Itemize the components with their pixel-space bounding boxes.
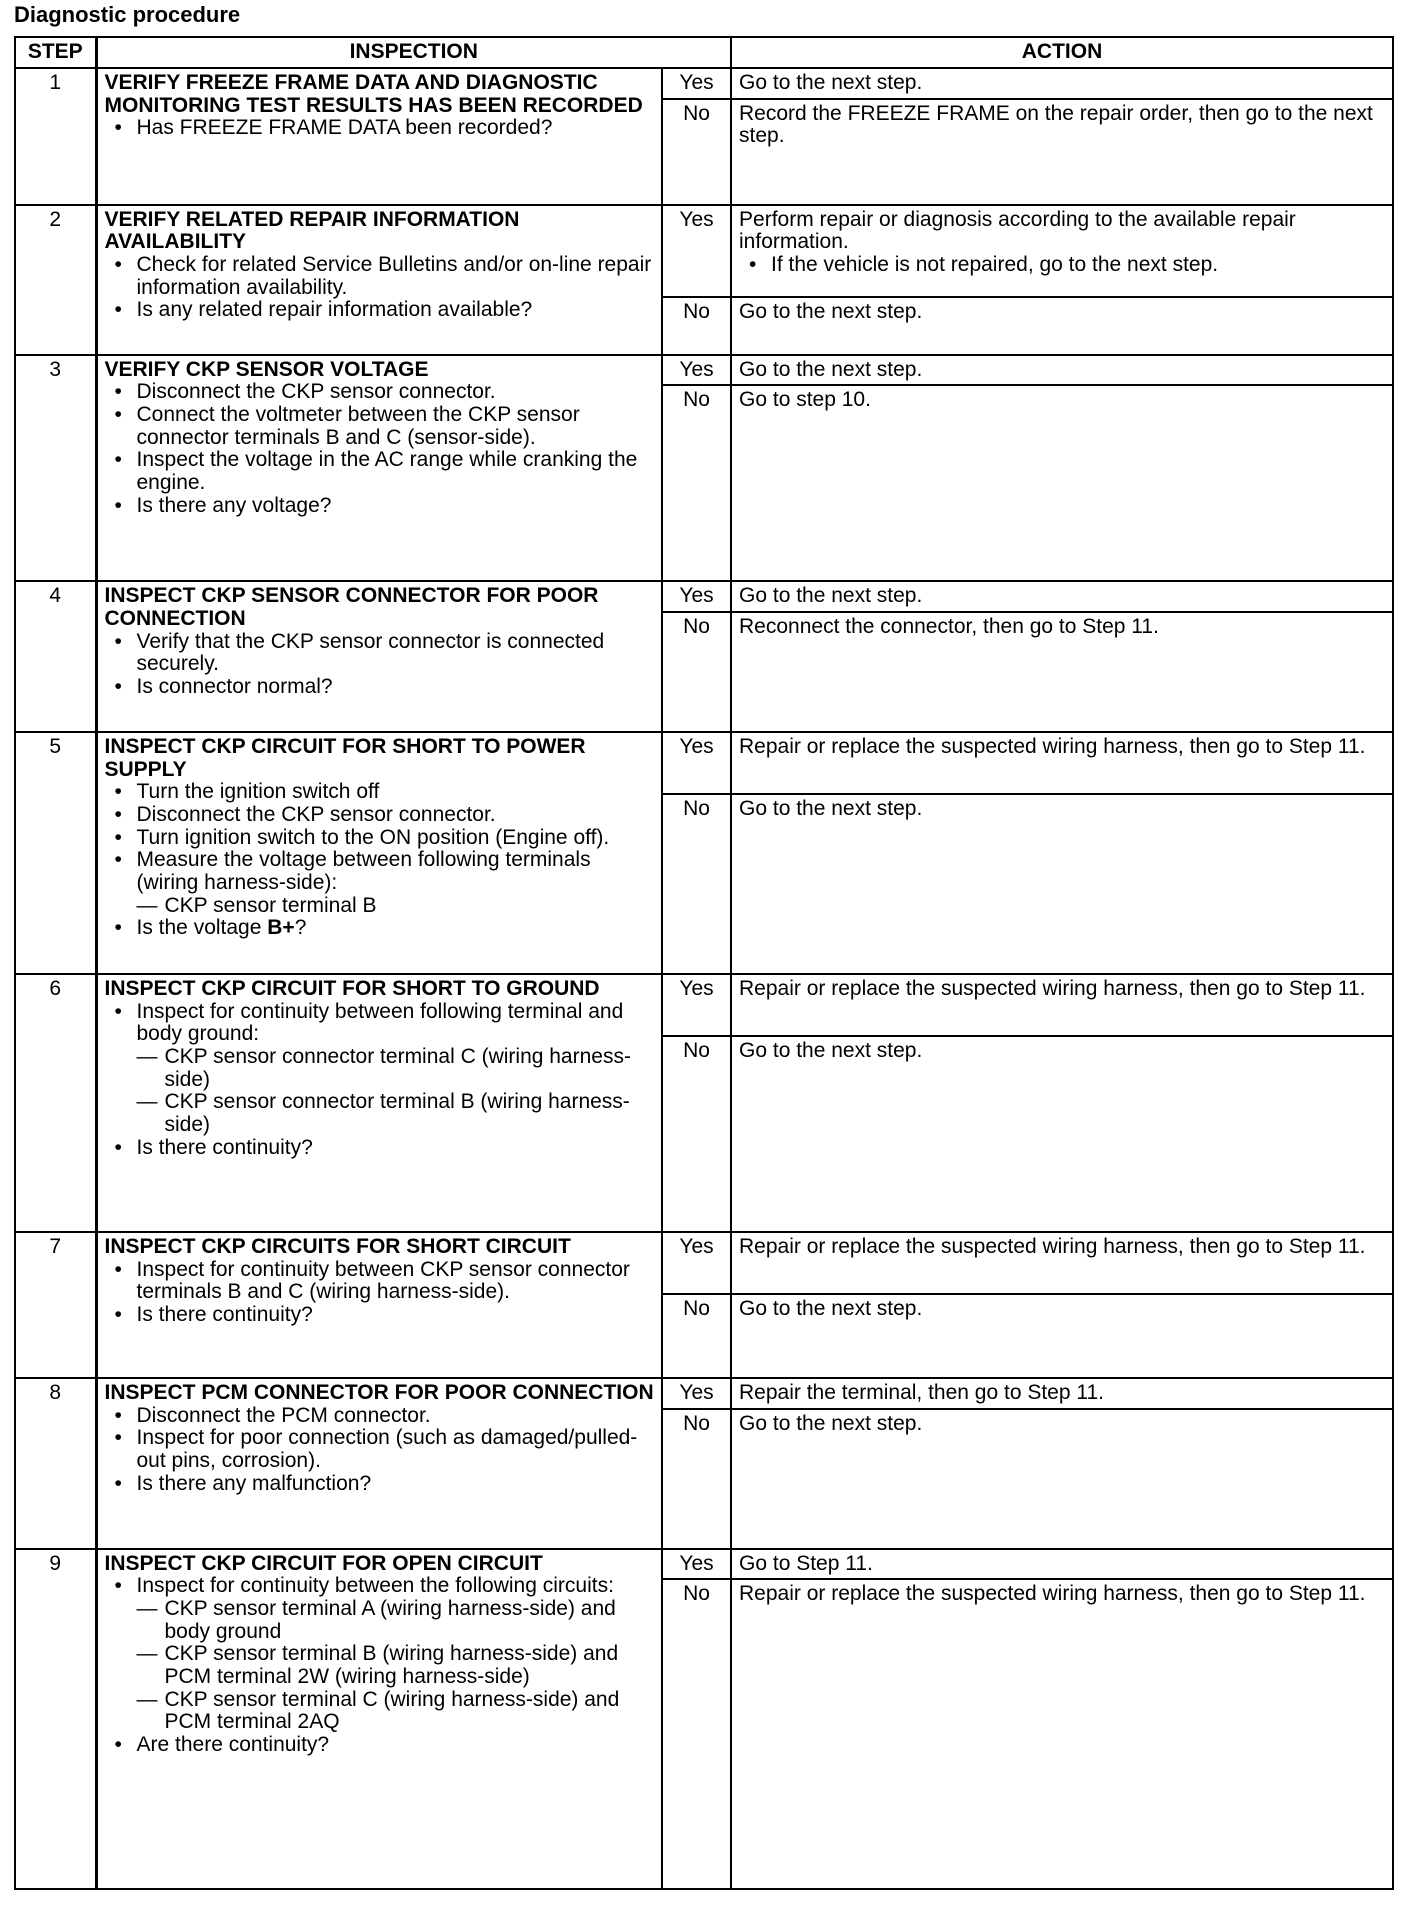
yes-label: Yes — [662, 581, 731, 612]
step-number: 6 — [15, 974, 96, 1232]
list-item: • Connect the voltmeter between the CKP sensor connector terminals B and C (sensor-side). — [105, 404, 655, 449]
inspection-bullets — [105, 781, 655, 940]
inspection-title: VERIFY CKP SENSOR VOLTAGE — [104, 357, 429, 381]
yes-action: Go to Step 11. — [731, 1549, 1393, 1580]
dash-item: — CKP sensor connector terminal B (wiring harness-side) — [137, 1091, 655, 1136]
list-item: • Verify that the CKP sensor connector is connected securely. — [105, 631, 655, 676]
no-label: No — [662, 99, 731, 205]
list-item: • Check for related Service Bulletins and/or on-line repair information availability. — [105, 254, 655, 299]
list-item: • Has FREEZE FRAME DATA been recorded? — [105, 117, 655, 140]
no-label: No — [662, 1579, 731, 1889]
no-label: No — [662, 794, 731, 974]
no-action: Go to the next step. — [731, 1294, 1393, 1378]
inspection-title: INSPECT CKP SENSOR CONNECTOR FOR POOR CONNECTION — [104, 584, 599, 631]
step-number: 9 — [15, 1549, 96, 1889]
dash-item: — CKP sensor terminal B (wiring harness-side) and PCM terminal 2W (wiring harness-side) — [137, 1643, 655, 1688]
list-item: • Are there continuity? — [105, 1734, 655, 1757]
yes-label: Yes — [662, 1232, 731, 1294]
table-header-row — [15, 37, 1393, 68]
list-item — [105, 917, 655, 940]
voltage-value: B+ — [267, 916, 295, 940]
no-action: Record the FREEZE FRAME on the repair order, then go to the next step. — [731, 99, 1393, 205]
no-action: Go to the next step. — [731, 794, 1393, 974]
yes-action: Repair or replace the suspected wiring harness, then go to Step 11. — [731, 1232, 1393, 1294]
dash-list — [137, 1598, 655, 1734]
inspection-title: INSPECT CKP CIRCUIT FOR SHORT TO GROUND — [104, 977, 600, 1001]
list-item: • Inspect for continuity between CKP sensor connector terminals B and C (wiring harness-side). — [105, 1259, 655, 1304]
list-item: • Is there any malfunction? — [105, 1473, 655, 1496]
step-number: 5 — [15, 732, 96, 974]
yes-label: Yes — [662, 1549, 731, 1580]
no-label: No — [662, 1409, 731, 1549]
no-action: Go to the next step. — [731, 297, 1393, 355]
inspection-title: INSPECT CKP CIRCUIT FOR SHORT TO POWER SUPPLY — [104, 735, 586, 781]
inspection-cell — [96, 68, 662, 205]
inspection-bullets — [105, 1405, 655, 1496]
no-label: No — [662, 297, 731, 355]
yes-action: Go to the next step. — [731, 68, 1393, 99]
header-step: STEP — [15, 37, 96, 68]
inspection-title: VERIFY RELATED REPAIR INFORMATION AVAILABILITY — [104, 207, 520, 254]
table-row — [15, 1378, 1393, 1409]
inspection-cell — [96, 732, 662, 974]
yes-action: Repair the terminal, then go to Step 11. — [731, 1378, 1393, 1409]
table-row — [15, 1232, 1393, 1294]
list-item: • Disconnect the CKP sensor connector. — [105, 804, 655, 827]
list-item: • Is connector normal? — [105, 676, 655, 699]
header-action: ACTION — [731, 37, 1393, 68]
yes-action: Repair or replace the suspected wiring harness, then go to Step 11. — [731, 974, 1393, 1036]
table-row — [15, 732, 1393, 794]
list-item: • Disconnect the PCM connector. — [105, 1405, 655, 1428]
inspection-bullets — [105, 631, 655, 699]
list-item: • Is any related repair information available? — [105, 299, 655, 322]
dash-item: — CKP sensor terminal B — [137, 895, 655, 918]
no-action: Reconnect the connector, then go to Step 11. — [731, 612, 1393, 732]
list-item-text: ? — [294, 916, 307, 940]
list-item-text: Measure the voltage between following terminals (wiring harness-side): — [136, 848, 591, 895]
inspection-title: VERIFY FREEZE FRAME DATA AND DIAGNOSTIC MONITORING TEST RESULTS HAS BEEN RECORDED — [104, 71, 643, 117]
yes-label: Yes — [662, 205, 731, 297]
inspection-cell — [96, 1232, 662, 1378]
table-row — [15, 581, 1393, 612]
step-number: 1 — [15, 68, 96, 205]
step-number: 3 — [15, 355, 96, 582]
list-item: • Turn the ignition switch off — [105, 781, 655, 804]
dash-item: — CKP sensor connector terminal C (wiring harness-side) — [137, 1046, 655, 1091]
list-item: • Is there any voltage? — [105, 495, 655, 518]
table-row — [15, 355, 1393, 386]
yes-action-cell — [731, 205, 1393, 297]
inspection-cell — [96, 974, 662, 1232]
table-row — [15, 68, 1393, 99]
dash-item: — CKP sensor terminal C (wiring harness-side) and PCM terminal 2AQ — [137, 1689, 655, 1734]
no-action: Go to step 10. — [731, 385, 1393, 581]
no-label: No — [662, 612, 731, 732]
inspection-cell — [96, 205, 662, 355]
list-item: • If the vehicle is not repaired, go to the next step. — [739, 254, 1385, 277]
diagnostic-procedure-table — [14, 36, 1394, 1890]
header-inspection: INSPECTION — [96, 37, 731, 68]
list-item-text: Is the voltage — [136, 916, 268, 940]
table-row — [15, 1549, 1393, 1580]
inspection-bullets — [105, 1575, 655, 1756]
list-item — [105, 849, 655, 917]
inspection-bullets — [105, 1001, 655, 1160]
yes-action: Go to the next step. — [731, 355, 1393, 386]
list-item — [105, 1575, 655, 1734]
inspection-title: INSPECT CKP CIRCUITS FOR SHORT CIRCUIT — [104, 1235, 571, 1259]
dash-list — [137, 1046, 655, 1137]
inspection-cell — [96, 355, 662, 582]
table-row — [15, 205, 1393, 297]
inspection-title: INSPECT CKP CIRCUIT FOR OPEN CIRCUIT — [104, 1551, 543, 1575]
yes-label: Yes — [662, 1378, 731, 1409]
yes-label: Yes — [662, 732, 731, 794]
list-item: • Inspect for poor connection (such as damaged/pulled-out pins, corrosion). — [105, 1427, 655, 1472]
inspection-bullets — [105, 1259, 655, 1327]
list-item: • Turn ignition switch to the ON position (Engine off). — [105, 827, 655, 850]
no-label: No — [662, 1294, 731, 1378]
inspection-cell — [96, 1378, 662, 1549]
yes-action: Go to the next step. — [731, 581, 1393, 612]
inspection-bullets — [105, 254, 655, 322]
step-number: 7 — [15, 1232, 96, 1378]
step-number: 8 — [15, 1378, 96, 1549]
list-item-text: Inspect for continuity between following terminal and body ground: — [136, 999, 624, 1046]
list-item: • Inspect the voltage in the AC range while cranking the engine. — [105, 449, 655, 494]
page-title: Diagnostic procedure — [14, 2, 241, 27]
no-label: No — [662, 385, 731, 581]
inspection-cell — [96, 581, 662, 732]
yes-label: Yes — [662, 68, 731, 99]
inspection-bullets — [105, 117, 655, 140]
inspection-title: INSPECT PCM CONNECTOR FOR POOR CONNECTION — [104, 1381, 654, 1405]
yes-action: Perform repair or diagnosis according to the available repair information. — [739, 207, 1296, 254]
step-number: 4 — [15, 581, 96, 732]
no-action: Repair or replace the suspected wiring harness, then go to Step 11. — [731, 1579, 1393, 1889]
dash-item: — CKP sensor terminal A (wiring harness-side) and body ground — [137, 1598, 655, 1643]
inspection-bullets — [105, 381, 655, 517]
yes-label: Yes — [662, 974, 731, 1036]
inspection-cell — [96, 1549, 662, 1889]
list-item-text: Inspect for continuity between the following circuits: — [136, 1574, 614, 1598]
yes-label: Yes — [662, 355, 731, 386]
no-label: No — [662, 1036, 731, 1232]
table-row — [15, 974, 1393, 1036]
step-number: 2 — [15, 205, 96, 355]
no-action: Go to the next step. — [731, 1036, 1393, 1232]
list-item — [105, 1001, 655, 1137]
yes-action: Repair or replace the suspected wiring harness, then go to Step 11. — [731, 732, 1393, 794]
list-item: • Is there continuity? — [105, 1137, 655, 1160]
list-item: • Disconnect the CKP sensor connector. — [105, 381, 655, 404]
list-item: • Is there continuity? — [105, 1304, 655, 1327]
dash-list — [137, 895, 655, 918]
action-bullets — [739, 254, 1385, 277]
no-action: Go to the next step. — [731, 1409, 1393, 1549]
